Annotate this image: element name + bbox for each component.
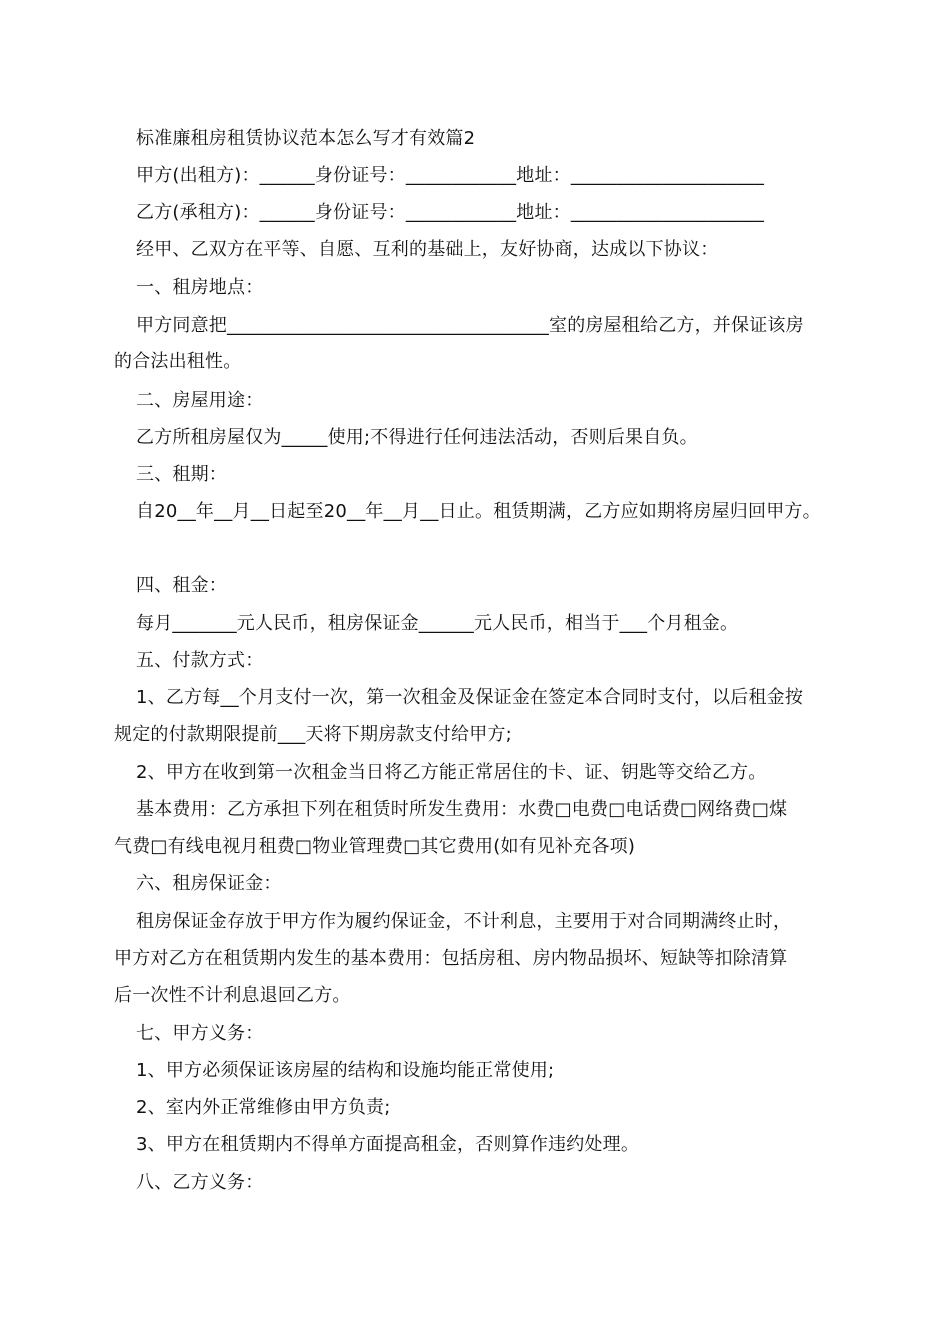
section-3-text: 自20__年__月__日起至20__年__月__日止。租赁期满，乙方应如期将房屋归回甲方。 <box>136 501 821 522</box>
section-4-heading: 四、租金： <box>136 575 227 596</box>
section-8-heading: 八、乙方义务： <box>136 1172 264 1193</box>
section-6-text-line-2: 甲方对乙方在租赁期内发生的基本费用：包括房租、房内物品损坏、短缺等扣除清算 <box>114 948 788 969</box>
section-6-heading: 六、租房保证金： <box>136 873 282 894</box>
section-1-text-line-2: 的合法出租性。 <box>114 351 242 372</box>
intro-paragraph: 经甲、乙双方在平等、自愿、互利的基础上，友好协商，达成以下协议： <box>136 239 719 260</box>
section-1-heading: 一、租房地点： <box>136 277 264 298</box>
section-7-heading: 七、甲方义务： <box>136 1023 264 1044</box>
party-a-line: 甲方(出租方)：______身份证号：____________地址：_____________________ <box>136 165 765 186</box>
section-5-item-1-line-1: 1、乙方每__个月支付一次，第一次租金及保证金在签定本合同时支付，以后租金按 <box>136 687 804 708</box>
basic-fees-line-1: 基本费用：乙方承担下列在租赁时所发生费用：水费□电费□电话费□网络费□煤 <box>136 799 788 820</box>
section-1-text-line-1: 甲方同意把___________________________________室的房屋租给乙方，并保证该房 <box>136 315 804 336</box>
section-5-item-2: 2、甲方在收到第一次租金当日将乙方能正常居住的卡、证、钥匙等交给乙方。 <box>136 762 767 783</box>
party-b-line: 乙方(承租方)：______身份证号：____________地址：_____________________ <box>136 202 765 223</box>
section-4-text: 每月_______元人民币，租房保证金______元人民币，相当于___个月租金。 <box>136 613 739 634</box>
basic-fees-line-2: 气费□有线电视月租费□物业管理费□其它费用(如有见补充各项) <box>114 836 636 857</box>
section-2-text: 乙方所租房屋仅为_____使用;不得进行任何违法活动，否则后果自负。 <box>136 427 698 448</box>
document-title: 标准廉租房租赁协议范本怎么写才有效篇2 <box>136 128 476 149</box>
section-7-item-3: 3、甲方在租赁期内不得单方面提高租金，否则算作违约处理。 <box>136 1134 640 1155</box>
section-5-item-1-line-2: 规定的付款期限提前___天将下期房款支付给甲方; <box>114 724 512 745</box>
section-6-text-line-1: 租房保证金存放于甲方作为履约保证金，不计利息，主要用于对合同期满终止时， <box>136 911 792 932</box>
section-7-item-2: 2、室内外正常维修由甲方负责; <box>136 1097 391 1118</box>
section-6-text-line-3: 后一次性不计利息退回乙方。 <box>114 985 351 1006</box>
section-7-item-1: 1、甲方必须保证该房屋的结构和设施均能正常使用; <box>136 1060 555 1081</box>
section-5-heading: 五、付款方式： <box>136 650 264 671</box>
section-3-heading: 三、租期： <box>136 464 227 485</box>
section-2-heading: 二、房屋用途： <box>136 390 264 411</box>
